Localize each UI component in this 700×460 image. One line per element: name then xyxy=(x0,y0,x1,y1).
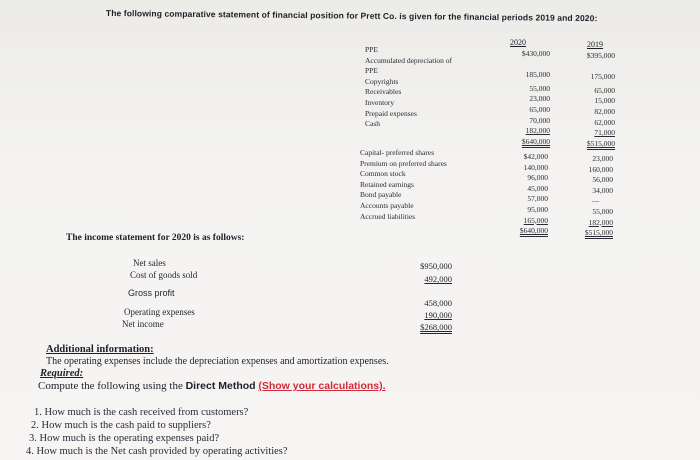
assets-total-2019: $515,000 xyxy=(586,138,615,148)
asset-value-2019: 62,000 xyxy=(594,117,615,127)
liability-value-2020: $42,000 xyxy=(523,152,548,161)
liability-value-2020: 140,000 xyxy=(523,162,548,172)
net-income-value: $268,000 xyxy=(420,322,452,332)
liabilities-labels xyxy=(360,148,447,222)
asset-value-2020: 70,000 xyxy=(529,115,550,125)
assets-total-2020: $640,000 xyxy=(521,136,550,146)
liabilities-total-2019: $515,000 xyxy=(584,228,613,238)
operating-expenses-value: 190,000 xyxy=(424,310,452,320)
asset-value-2019: $395,000 xyxy=(586,51,615,60)
operating-expenses-label: Operating expenses xyxy=(124,307,195,317)
liabilities-total-2020: $640,000 xyxy=(519,226,548,236)
cogs-label: Cost of goods sold xyxy=(130,270,198,280)
asset-label: Copyrights xyxy=(365,76,399,86)
liabilities-2020-values xyxy=(496,152,548,237)
gross-profit-value: 458,000 xyxy=(424,298,452,308)
net-sales-value: $950,000 xyxy=(420,261,452,271)
assets-labels xyxy=(365,45,452,130)
question-3: 3. How much is the operating expenses paid? xyxy=(29,433,220,444)
liability-value-2019: 160,000 xyxy=(588,164,613,174)
asset-value-2020: 65,000 xyxy=(529,104,550,114)
liability-value-2020: 96,000 xyxy=(527,173,548,183)
liability-label: Accrued liabilities xyxy=(360,211,416,221)
liability-label: Bond payable xyxy=(360,190,402,200)
asset-value-2020: 185,000 xyxy=(525,70,550,80)
required-text xyxy=(38,380,386,392)
net-sales-label: Net sales xyxy=(133,258,166,268)
liabilities-2019-values xyxy=(558,154,613,239)
asset-value-2020: 182,000 xyxy=(525,126,550,136)
required-prefix: Compute the following using the xyxy=(38,380,186,392)
liability-value-2019: 56,000 xyxy=(592,175,613,185)
question-4: 4. How much is the Net cash provided by operating activities? xyxy=(26,446,288,457)
cogs-value: 492,000 xyxy=(424,274,452,284)
gross-profit-label: Gross profit xyxy=(128,288,175,298)
income-statement-title: The income statement for 2020 is as follows: xyxy=(66,233,245,243)
asset-label: Accumulated depreciation of xyxy=(365,55,453,65)
direct-method-text: Direct Method xyxy=(185,380,256,392)
liability-label: Premium on preferred shares xyxy=(360,158,447,168)
asset-value-2019: 65,000 xyxy=(594,85,615,95)
liability-value-2019: — xyxy=(591,196,600,206)
asset-value-2020: $430,000 xyxy=(521,49,550,58)
asset-value-2020: 55,000 xyxy=(529,83,550,93)
asset-value-2019: 82,000 xyxy=(594,106,615,116)
asset-value-2019 xyxy=(560,62,615,73)
asset-value-2019: 15,000 xyxy=(594,96,615,106)
required-suffix: . xyxy=(382,380,386,392)
liability-value-2020: 45,000 xyxy=(527,183,548,193)
liability-value-2019: 23,000 xyxy=(592,154,613,163)
additional-info-text: The operating expenses include the depreciation expenses and amortization expenses. xyxy=(46,356,389,367)
asset-label: Receivables xyxy=(365,87,402,97)
liability-value-2019: 55,000 xyxy=(592,206,613,216)
asset-label: Cash xyxy=(365,119,380,129)
asset-label: Inventory xyxy=(365,97,395,107)
asset-value-2020 xyxy=(498,60,550,71)
required-title: Required: xyxy=(40,368,84,379)
net-income-label: Net income xyxy=(122,319,164,329)
show-calculations-text: (Show your calculations) xyxy=(258,380,383,392)
assets-2020-values xyxy=(498,49,550,147)
header-2019: 2019 xyxy=(587,40,603,49)
asset-value-2020: 23,000 xyxy=(529,94,550,104)
additional-info-title: Additional information: xyxy=(46,344,154,355)
asset-label: Prepaid expenses xyxy=(365,108,417,118)
liability-value-2020: 165,000 xyxy=(523,215,548,225)
assets-2019-values xyxy=(560,51,615,149)
liability-label: Accounts payable xyxy=(360,200,414,210)
liability-value-2019: 34,000 xyxy=(592,185,613,195)
asset-label: PPE xyxy=(365,66,378,76)
asset-label: PPE xyxy=(365,45,378,54)
header-2020: 2020 xyxy=(510,38,526,47)
liability-label: Common stock xyxy=(360,169,406,179)
asset-value-2019: 175,000 xyxy=(590,72,615,82)
question-1: 1. How much is the cash received from customers? xyxy=(34,407,249,418)
liability-label: Capital- preferred shares xyxy=(360,148,435,157)
asset-value-2019: 71,000 xyxy=(594,128,615,138)
liability-value-2020: 57,000 xyxy=(527,194,548,204)
liability-value-2019: 182,000 xyxy=(588,217,613,227)
question-2: 2. How much is the cash paid to suppliers? xyxy=(31,420,211,431)
liability-value-2020: 95,000 xyxy=(527,204,548,214)
intro-text: The following comparative statement of financial position for Prett Co. is given for the financial periods 2019 and 2020: xyxy=(105,8,598,24)
liability-label: Retained earnings xyxy=(360,179,414,189)
